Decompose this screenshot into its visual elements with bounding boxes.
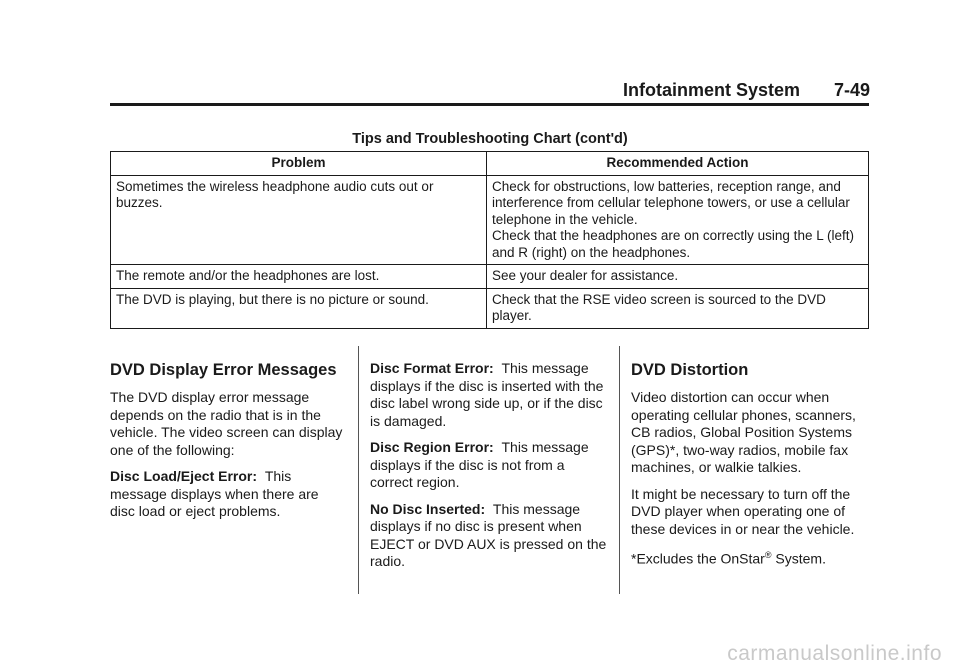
problem-cell: The DVD is playing, but there is no picture or sound.: [111, 288, 487, 328]
page-number: 7-49: [833, 80, 870, 100]
footnote: [631, 547, 871, 568]
action-cell: [487, 288, 869, 328]
page-header: [110, 80, 870, 104]
problem-cell: The remote and/or the headphones are lost.: [111, 265, 487, 289]
dvd-distortion-column: [631, 360, 871, 577]
body-paragraph: Video distortion can occur when operating cellular phones, scanners, CB radios, Global Position Systems (GPS)*, two-way radios, mobile fax machines, or walkie talkies.: [631, 389, 856, 475]
footnote-text: *Excludes the OnStar: [631, 550, 765, 567]
error-description: This message displays when there are disc load or eject problems.: [110, 468, 319, 519]
section-heading: DVD Distortion: [631, 361, 749, 379]
intro-paragraph: The DVD display error message depends on the radio that is in the vehicle. The video screen can display one of the following:: [110, 389, 343, 458]
error-term: Disc Load/Eject Error:: [110, 468, 258, 484]
error-term: Disc Region Error:: [370, 439, 494, 455]
section-title: Infotainment System: [622, 80, 800, 100]
body-paragraph: It might be necessary to turn off the DVD player when operating one of these devices in or near the vehicle.: [631, 485, 855, 537]
problem-cell: Sometimes the wireless headphone audio cuts out or buzzes.: [111, 175, 487, 265]
table-row: [111, 175, 869, 265]
section-heading: DVD Display Error Messages: [110, 361, 337, 379]
action-text: Check that the headphones are on correctly using the L (left) and R (right) on the headphones.: [492, 228, 854, 260]
error-description: This message displays if the disc is not from a correct region.: [370, 439, 589, 490]
table-header-row: [111, 152, 869, 176]
header-rule: [110, 103, 869, 106]
column-divider: [358, 346, 359, 594]
table-row: [111, 288, 869, 328]
column-header-action: Recommended Action: [487, 152, 869, 176]
action-text: See your dealer for assistance.: [492, 268, 679, 283]
dvd-errors-column-continued: [370, 360, 610, 580]
column-divider: [619, 346, 620, 594]
troubleshooting-table: [110, 151, 869, 329]
watermark: carmanualsonline.info: [727, 642, 942, 665]
footnote-text-end: System.: [771, 550, 826, 567]
error-item: [370, 439, 610, 492]
table-row: [111, 265, 869, 289]
action-cell: [487, 175, 869, 265]
error-item: [110, 468, 346, 521]
dvd-errors-column: [110, 360, 346, 530]
error-description: This message displays if the disc is inserted with the disc label wrong side up, or if the disc is damaged.: [370, 360, 604, 429]
error-description: This message displays if no disc is present when EJECT or DVD AUX is pressed on the radio.: [370, 500, 607, 569]
action-text: Check that the RSE video screen is sourced to the DVD player.: [492, 291, 826, 323]
error-item: [370, 360, 610, 430]
action-cell: [487, 265, 869, 289]
column-header-problem: Problem: [111, 152, 487, 176]
error-item: [370, 501, 610, 571]
registered-mark: ®: [764, 550, 772, 560]
error-term: Disc Format Error:: [370, 360, 494, 376]
action-text: Check for obstructions, low batteries, reception range, and interference from cellular telephone towers, or use a cellular telephone in the vehicle.: [492, 178, 850, 227]
table-title: Tips and Troubleshooting Chart (cont'd): [352, 131, 628, 147]
error-term: No Disc Inserted:: [370, 500, 486, 517]
